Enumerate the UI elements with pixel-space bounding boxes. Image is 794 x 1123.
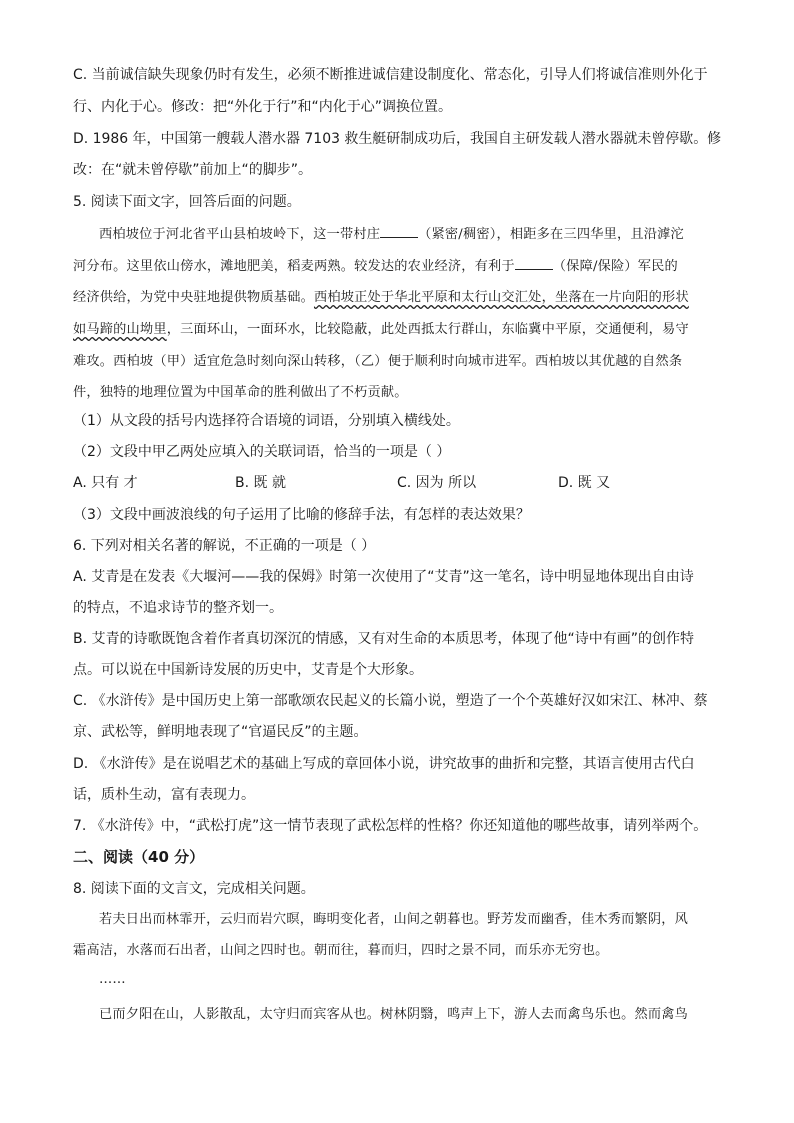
q6-option-b-line1: B. 艾青的诗歌既饱含着作者真切深沉的情感，又有对生命的本质思考，体现了他“诗中有画”的创作特 [73,631,695,647]
q8-text-line2: 霜高洁，水落而石出者，山间之四时也。朝而往，暮而归，四时之景不同，而乐亦无穷也。 [73,943,609,958]
q5-passage-line4 [73,321,689,339]
q5-option-d: D. 既 又 [558,475,611,491]
q6-stem: 6. 下列对相关名著的解说，不正确的一项是（ ） [73,538,376,554]
q5-sub3: （3）文段中画波浪线的句子运用了比喻的修辞手法，有怎样的表达效果？ [73,507,530,523]
q6-option-c-line1: C. 《水浒传》是中国历史上第一部歌颂农民起义的长篇小说，塑造了一个个英雄好汉如宋江、林冲、蔡 [73,693,708,709]
q5-passage-line1 [99,225,684,244]
q8-text-line1: 若夫日出而林霏开，云归而岩穴暝，晦明变化者，山间之朝暮也。野芳发而幽香，佳木秀而繁阴，风 [99,912,689,927]
passage-text: ，三面环山，一面环水，比较隐蔽，此处西抵太行群山，东临冀中平原，交通便利，易守 [166,322,689,337]
q6-option-b-line2: 点。可以说在中国新诗发展的历史中，艾青是个大形象。 [73,662,423,678]
q8-text-line3: 已而夕阳在山，人影散乱，太守归而宾客从也。树林阴翳，鸣声上下，游人去而禽鸟乐也。然而禽鸟 [99,1007,689,1022]
q6-option-a-line2: 的特点，不追求诗节的整齐划一。 [73,600,283,616]
q5-passage-line3 [73,289,689,307]
q8-ellipsis: …… [99,972,126,987]
q5-option-c: C. 因为 所以 [397,475,477,491]
q4-option-d-line1: D. 1986 年，中国第一艘载人潜水器 7103 救生艇研制成功后，我国自主研发载人潜水器就未曾停歇。修 [73,131,722,147]
q5-sub2: （2）文段中甲乙两处应填入的关联词语，恰当的一项是（ ） [73,444,451,460]
passage-text: （紧密/稠密），相距多在三四华里，且沿滹沱 [418,227,684,242]
q7-question: 7. 《水浒传》中，“武松打虎”这一情节表现了武松怎样的性格？你还知道他的哪些故事，请列举两个。 [73,818,708,834]
q5-sub1: （1）从文段的括号内选择符合语境的词语，分别填入横线处。 [73,413,460,429]
q5-option-b: B. 既 就 [235,475,286,491]
fill-blank-1 [380,225,418,238]
q5-passage-line2 [73,257,678,276]
q4-option-d-line2: 改：在“就未曾停歇”前加上“的脚步”。 [73,162,313,178]
q6-option-d-line2: 话，质朴生动，富有表现力。 [73,787,255,803]
q6-option-d-line1: D. 《水浒传》是在说唱艺术的基础上写成的章回体小说，讲究故事的曲折和完整，其语言使用古代白 [73,756,695,772]
section-heading: 二、阅读（40 分） [73,848,205,866]
q5-passage-line5: 难攻。西柏坡（甲）适宜危急时刻向深山转移，（乙）便于顺利时向城市进军。西柏坡以其优越的自然条 [73,354,683,369]
q4-option-c-line1: C. 当前诚信缺失现象仍时有发生，必须不断推进诚信建设制度化、常态化，引导人们将诚信准则外化于 [73,67,708,83]
wavy-underlined-sentence-end: 如马蹄的山坳里 [73,322,167,337]
fill-blank-2 [515,257,553,270]
passage-text: （保障/保险）军民的 [552,259,678,274]
wavy-underlined-sentence: 西柏坡正处于华北平原和太行山交汇处，坐落在一片向阳的形状 [313,290,689,305]
q8-stem: 8. 阅读下面的文言文，完成相关问题。 [73,881,315,897]
q5-passage-line6: 件，独特的地理位置为中国革命的胜利做出了不朽贡献。 [73,385,408,400]
q6-option-a-line1: A. 艾青是在发表《大堰河——我的保姆》时第一次使用了“艾青”这一笔名，诗中明显地体现出自由诗 [73,569,694,585]
passage-text: 河分布。这里依山傍水，滩地肥美，稻麦两熟。较发达的农业经济，有利于 [73,259,515,274]
passage-text: 西柏坡位于河北省平山县柏坡岭下，这一带村庄 [99,227,381,242]
q5-stem: 5. 阅读下面文字，回答后面的问题。 [73,194,301,210]
q6-option-c-line2: 京、武松等，鲜明地表现了“官逼民反”的主题。 [73,724,368,740]
passage-text: 经济供给，为党中央驻地提供物质基础。 [73,290,314,305]
q5-option-a: A. 只有 才 [73,475,138,491]
q4-option-c-line2: 行、内化于心。修改：把“外化于行”和“内化于心”调换位置。 [73,99,453,115]
